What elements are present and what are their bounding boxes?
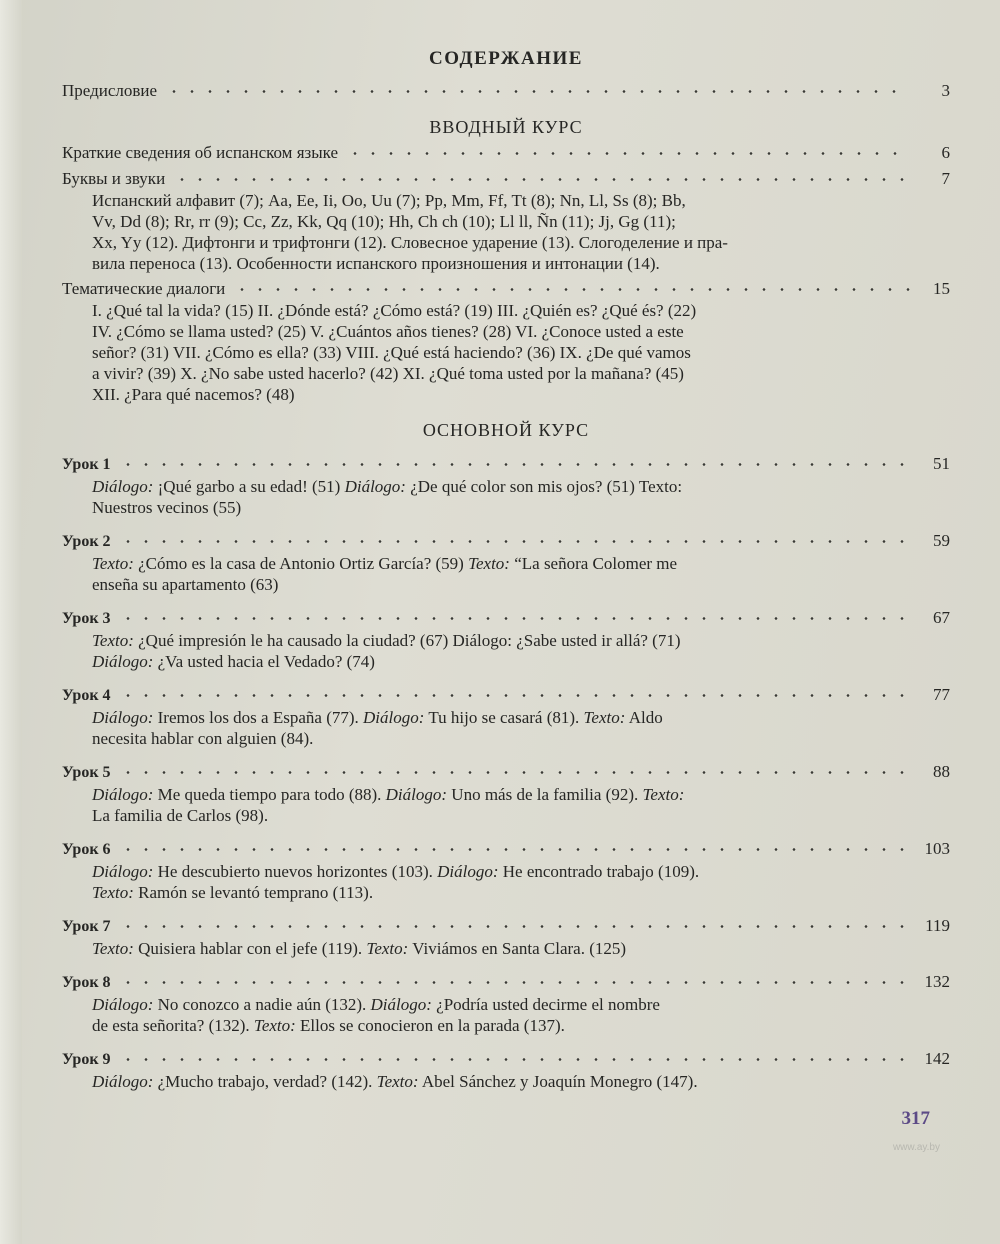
- leader-dots: [119, 463, 910, 466]
- preface-entry-label: Предисловие: [62, 81, 158, 100]
- section-type-label: Texto:: [468, 554, 510, 573]
- section-title: ¿De qué color son mis ojos? (51) Texto:: [405, 477, 683, 496]
- lesson-entry: [62, 838, 950, 861]
- lesson-entry: [62, 915, 950, 938]
- lesson-entry-page: 88: [933, 762, 950, 781]
- leader-dots: [119, 771, 910, 774]
- lesson-section: [62, 453, 950, 518]
- lesson-line: [92, 574, 900, 595]
- lesson-lines: [62, 861, 950, 903]
- lesson-line: [92, 1015, 900, 1036]
- lesson-lines: [62, 994, 950, 1036]
- section-type-label: Texto:: [366, 939, 409, 958]
- lesson-line: [92, 805, 900, 826]
- lesson-entry-page: 119: [925, 916, 950, 935]
- lesson-entry-label: Урок 5: [62, 764, 111, 781]
- section-type-label: Diálogo:: [92, 995, 154, 1014]
- section-title: He descubierto nuevos horizontes (103).: [153, 862, 438, 881]
- section-title: Quisiera hablar con el jefe (119).: [133, 939, 367, 958]
- lesson-line: [92, 497, 900, 518]
- section-title: Viviámos en Santa Clara. (125): [408, 939, 627, 958]
- intro-heading: ВВОДНЫЙ КУРС: [429, 117, 583, 137]
- dialogs-lines: [62, 300, 950, 405]
- section-type-label: Texto:: [376, 1072, 419, 1091]
- dialogs-entry-label: Тематические диалоги: [62, 279, 226, 298]
- section-type-label: Texto:: [642, 785, 685, 804]
- letters-entry: [62, 168, 950, 190]
- lesson-section: [62, 607, 950, 672]
- lesson-lines: [62, 938, 950, 959]
- lesson-entry: [62, 1048, 950, 1071]
- lesson-entry-label: Урок 1: [62, 456, 111, 473]
- dialogs-line: IV. ¿Cómo se llama usted? (25) V. ¿Cuántos años tienes? (28) VI. ¿Conoce usted a este: [92, 322, 684, 341]
- section-title: ¿Cómo es la casa de Antonio Ortiz García? (59): [133, 554, 469, 573]
- leader-dots: [119, 981, 910, 984]
- letters-lines: [62, 190, 950, 274]
- section-type-label: Diálogo:: [385, 785, 448, 804]
- section-title: Ramón se levantó temprano (113).: [133, 883, 374, 902]
- lesson-section: [62, 761, 950, 826]
- section-title: No conozco a nadie aún (132).: [153, 995, 371, 1014]
- lesson-entry: [62, 971, 950, 994]
- leader-dots: [119, 694, 910, 697]
- section-title: Aldo: [625, 708, 663, 727]
- dialogs-section: [62, 278, 950, 405]
- leader-dots: [165, 90, 910, 93]
- section-type-label: Diálogo:: [92, 862, 154, 881]
- page-number: 317: [901, 1108, 930, 1129]
- section-type-label: Texto:: [92, 939, 134, 958]
- lesson-section: [62, 838, 950, 903]
- lesson-line: [92, 476, 900, 497]
- lesson-entry: [62, 530, 950, 553]
- lesson-entry-page: 103: [924, 839, 950, 858]
- brief-entry-page: 6: [941, 143, 950, 162]
- leader-dots: [119, 848, 910, 851]
- leader-dots: [173, 178, 910, 181]
- lesson-line: [92, 861, 900, 882]
- lesson-entry-label: Урок 3: [62, 610, 111, 627]
- lesson-entry: [62, 684, 950, 707]
- lesson-line: [92, 882, 900, 903]
- lesson-lines: [62, 784, 950, 826]
- section-title: ¡Qué garbo a su edad! (51): [153, 477, 345, 496]
- lesson-lines: [62, 1071, 950, 1092]
- lesson-entry-page: 132: [924, 972, 950, 991]
- section-type-label: Diálogo:: [437, 862, 499, 881]
- section-title: “La señora Colomer me: [509, 554, 678, 573]
- lesson-lines: [62, 476, 950, 518]
- letters-entry-label: Буквы и звуки: [62, 169, 166, 188]
- section-type-label: Texto:: [583, 708, 626, 727]
- section-title: enseña su apartamento (63): [92, 575, 279, 594]
- section-type-label: Diálogo:: [92, 477, 154, 496]
- section-title: Abel Sánchez y Joaquín Monegro (147).: [418, 1072, 698, 1091]
- section-title: ¿Mucho trabajo, verdad? (142).: [153, 1072, 377, 1091]
- section-type-label: Diálogo:: [92, 1072, 154, 1091]
- lesson-line: [92, 553, 900, 574]
- lesson-entry: [62, 761, 950, 784]
- letters-line: Испанский алфавит (7); Aa, Ee, Ii, Oo, Uu (7); Pp, Mm, Ff, Tt (8); Nn, Ll, Ss (8); Bb,: [92, 191, 686, 210]
- lesson-section: [62, 915, 950, 959]
- section-title: Nuestros vecinos (55): [92, 498, 242, 517]
- section-title: Ellos se conocieron en la parada (137).: [295, 1016, 565, 1035]
- letters-line: Vv, Dd (8); Rr, rr (9); Cc, Zz, Kk, Qq (10); Hh, Ch ch (10); Ll ll, Ñn (11); Jj, Gg (11);: [92, 212, 676, 231]
- lesson-entry-label: Урок 7: [62, 918, 111, 935]
- lesson-entry: [62, 607, 950, 630]
- section-type-label: Diálogo:: [363, 708, 425, 727]
- section-title: ¿Podría usted decirme el nombre: [431, 995, 660, 1014]
- dialogs-entry-page: 15: [933, 279, 950, 298]
- section-type-label: Diálogo:: [92, 652, 154, 671]
- section-type-label: Diálogo:: [92, 785, 154, 804]
- lesson-section: [62, 971, 950, 1036]
- leader-dots: [233, 288, 910, 291]
- dialogs-line: a vivir? (39) X. ¿No sabe usted hacerlo? (42) XI. ¿Qué toma usted por la mañana? (45): [92, 364, 684, 383]
- section-title: He encontrado trabajo (109).: [498, 862, 700, 881]
- lesson-entry: [62, 453, 950, 476]
- lesson-lines: [62, 707, 950, 749]
- dialogs-line: I. ¿Qué tal la vida? (15) II. ¿Dónde está? ¿Cómo está? (19) III. ¿Quién es? ¿Qué és? (22): [92, 301, 697, 320]
- section-title: de esta señorita? (132).: [92, 1016, 254, 1035]
- leader-dots: [119, 540, 910, 543]
- letters-entry-page: 7: [941, 169, 950, 188]
- leader-dots: [119, 925, 910, 928]
- lesson-line: [92, 784, 900, 805]
- lesson-entry-label: Урок 8: [62, 974, 111, 991]
- section-type-label: Texto:: [92, 554, 134, 573]
- lesson-entry-page: 77: [933, 685, 950, 704]
- section-title: La familia de Carlos (98).: [92, 806, 269, 825]
- lesson-entry-page: 67: [933, 608, 950, 627]
- lesson-lines: [62, 553, 950, 595]
- section-type-label: Diálogo:: [370, 995, 432, 1014]
- dialogs-line: señor? (31) VII. ¿Cómo es ella? (33) VIII. ¿Qué está haciendo? (36) IX. ¿De qué vamos: [92, 343, 691, 362]
- lesson-line: [92, 1071, 900, 1092]
- section-type-label: Diálogo:: [92, 708, 154, 727]
- lesson-section: [62, 530, 950, 595]
- lesson-section: [62, 684, 950, 749]
- section-title: Uno más de la familia (92).: [447, 785, 643, 804]
- brief-entry: [62, 142, 950, 164]
- section-type-label: Texto:: [92, 631, 134, 650]
- section-title: ¿Qué impresión le ha causado la ciudad? (67) Diálogo: ¿Sabe usted ir allá? (71): [133, 631, 681, 650]
- lesson-line: [92, 728, 900, 749]
- lesson-entry-page: 142: [924, 1049, 950, 1068]
- lesson-line: [92, 651, 900, 672]
- lesson-line: [92, 630, 900, 651]
- dialogs-line: XII. ¿Para qué nacemos? (48): [92, 385, 295, 404]
- leader-dots: [346, 152, 910, 155]
- lesson-lines: [62, 630, 950, 672]
- lesson-entry-page: 51: [933, 454, 950, 473]
- lesson-entry-label: Урок 4: [62, 687, 111, 704]
- lesson-entry-label: Урок 6: [62, 841, 111, 858]
- section-title: Iremos los dos a España (77).: [153, 708, 364, 727]
- letters-line: Xx, Yy (12). Дифтонги и трифтонги (12). Словесное ударение (13). Слогоделение и пра-: [92, 233, 728, 252]
- main-heading: ОСНОВНОЙ КУРС: [422, 420, 590, 440]
- section-type-label: Texto:: [253, 1016, 296, 1035]
- letters-line: вила переноса (13). Особенности испанского произношения и интонации (14).: [92, 254, 660, 273]
- contents-title: СОДЕРЖАНИЕ: [429, 48, 583, 69]
- section-title: Tu hijo se casará (81).: [424, 708, 584, 727]
- preface-entry: [62, 80, 950, 102]
- section-title: Me queda tiempo para todo (88).: [153, 785, 386, 804]
- lesson-entry-label: Урок 9: [62, 1051, 111, 1068]
- dialogs-entry: [62, 278, 950, 300]
- watermark: www.ay.by: [892, 1142, 940, 1153]
- leader-dots: [119, 617, 910, 620]
- section-type-label: Texto:: [92, 883, 134, 902]
- leader-dots: [119, 1058, 910, 1061]
- lesson-line: [92, 938, 900, 959]
- preface-entry-page: 3: [941, 81, 950, 100]
- lesson-line: [92, 707, 900, 728]
- lesson-section: [62, 1048, 950, 1092]
- letters-section: [62, 168, 950, 274]
- section-title: ¿Va usted hacia el Vedado? (74): [153, 652, 375, 671]
- section-title: necesita hablar con alguien (84).: [92, 729, 314, 748]
- lesson-entry-page: 59: [933, 531, 950, 550]
- lesson-entry-label: Урок 2: [62, 533, 111, 550]
- section-type-label: Diálogo:: [344, 477, 406, 496]
- brief-entry-label: Краткие сведения об испанском языке: [62, 143, 339, 162]
- lesson-line: [92, 994, 900, 1015]
